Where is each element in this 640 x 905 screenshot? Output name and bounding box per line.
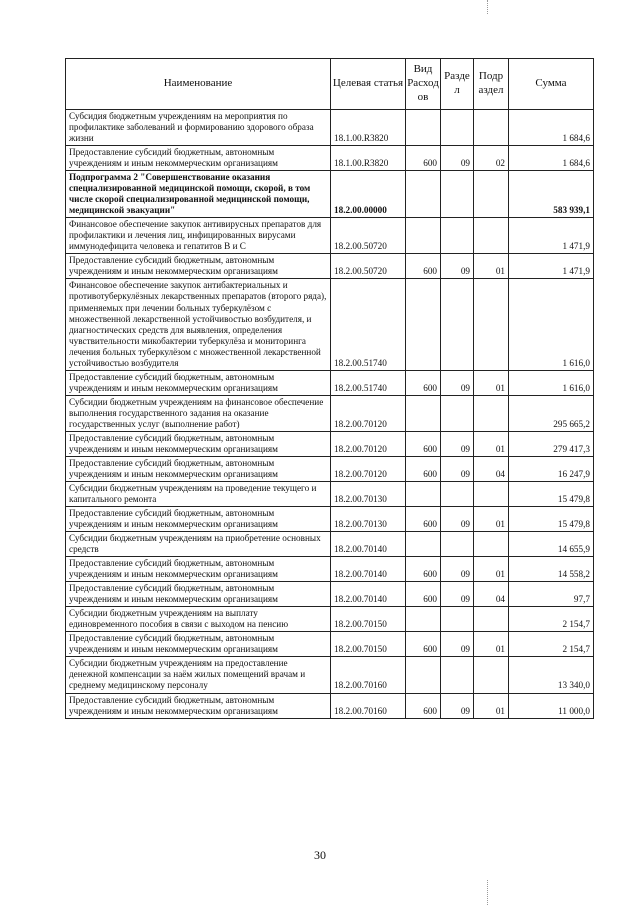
table-row — [66, 431, 594, 456]
header-subsection: Подр аздел — [474, 59, 509, 110]
row-section-cell: 09 — [441, 370, 474, 395]
row-name-cell: Предоставление субсидий бюджетным, автономным учреждениям и иным некоммерческим организациям — [66, 582, 331, 607]
row-expense-type-cell — [406, 279, 441, 370]
row-target-article-cell: 18.2.00.70130 — [331, 507, 406, 532]
row-expense-type-cell: 600 — [406, 456, 441, 481]
row-expense-type-cell: 600 — [406, 370, 441, 395]
row-name-cell: Предоставление субсидий бюджетным, автономным учреждениям и иным некоммерческим организациям — [66, 370, 331, 395]
table-row — [66, 632, 594, 657]
row-name-cell: Субсидии бюджетным учреждениям на проведение текущего и капитального ремонта — [66, 481, 331, 506]
row-section-cell — [441, 110, 474, 146]
row-name-cell: Субсидии бюджетным учреждениям на финансовое обеспечение выполнения государственного задания на оказание государственных услуг (выполнение работ) — [66, 395, 331, 431]
header-target-article: Целевая статья — [331, 59, 406, 110]
row-sum-cell: 1 684,6 — [509, 146, 594, 171]
header-name: Наименование — [66, 59, 331, 110]
table-row — [66, 254, 594, 279]
row-section-cell: 09 — [441, 582, 474, 607]
table-row — [66, 582, 594, 607]
row-expense-type-cell — [406, 607, 441, 632]
table-row — [66, 557, 594, 582]
row-name-cell: Субсидии бюджетным учреждениям на выплату единовременного пособия в связи с выходом на пенсию — [66, 607, 331, 632]
row-section-cell: 09 — [441, 456, 474, 481]
row-target-article-cell: 18.2.00.70120 — [331, 395, 406, 431]
row-section-cell: 09 — [441, 431, 474, 456]
row-section-cell — [441, 481, 474, 506]
row-name-cell: Предоставление субсидий бюджетным, автономным учреждениям и иным некоммерческим организациям — [66, 693, 331, 718]
row-name-cell: Субсидии бюджетным учреждениям на приобретение основных средств — [66, 532, 331, 557]
table-row — [66, 370, 594, 395]
row-sum-cell: 2 154,7 — [509, 607, 594, 632]
row-subsection-cell: 01 — [474, 254, 509, 279]
table-row — [66, 171, 594, 218]
row-subsection-cell — [474, 395, 509, 431]
row-expense-type-cell — [406, 218, 441, 254]
row-expense-type-cell — [406, 395, 441, 431]
row-name-cell: Субсидии бюджетным учреждениям на предоставление денежной компенсации за наём жилых помещений врачам и среднему медицинскому персоналу — [66, 657, 331, 693]
header-section: Разде л — [441, 59, 474, 110]
table-row — [66, 507, 594, 532]
row-name-cell: Финансовое обеспечение закупок антивирусных препаратов для профилактики и лечения лиц, инфицированных вирусами иммунодефицита человека и гепатитов В и С — [66, 218, 331, 254]
table-row — [66, 146, 594, 171]
row-name-cell: Предоставление субсидий бюджетным, автономным учреждениям и иным некоммерческим организациям — [66, 254, 331, 279]
row-target-article-cell: 18.2.00.70140 — [331, 557, 406, 582]
row-subsection-cell — [474, 279, 509, 370]
row-section-cell: 09 — [441, 254, 474, 279]
row-subsection-cell: 01 — [474, 431, 509, 456]
row-sum-cell: 11 000,0 — [509, 693, 594, 718]
header-sum: Сумма — [509, 59, 594, 110]
row-target-article-cell: 18.2.00.00000 — [331, 171, 406, 218]
row-target-article-cell: 18.2.00.70150 — [331, 607, 406, 632]
row-section-cell — [441, 607, 474, 632]
row-section-cell — [441, 218, 474, 254]
row-expense-type-cell: 600 — [406, 632, 441, 657]
row-expense-type-cell — [406, 532, 441, 557]
row-sum-cell: 1 471,9 — [509, 218, 594, 254]
row-name-cell: Предоставление субсидий бюджетным, автономным учреждениям и иным некоммерческим организациям — [66, 557, 331, 582]
row-target-article-cell: 18.2.00.70120 — [331, 431, 406, 456]
row-sum-cell: 15 479,8 — [509, 507, 594, 532]
row-section-cell — [441, 532, 474, 557]
row-section-cell: 09 — [441, 693, 474, 718]
row-target-article-cell: 18.2.00.70150 — [331, 632, 406, 657]
row-expense-type-cell: 600 — [406, 582, 441, 607]
table-row — [66, 481, 594, 506]
row-name-cell: Субсидия бюджетным учреждениям на мероприятия по профилактике заболеваний и формированию здорового образа жизни — [66, 110, 331, 146]
row-section-cell: 09 — [441, 632, 474, 657]
table-row — [66, 395, 594, 431]
row-expense-type-cell — [406, 481, 441, 506]
row-name-cell: Подпрограмма 2 "Совершенствование оказания специализированной медицинской помощи, скорой, в том числе скорой специализированной медицинской помощи, медицинской эвакуации" — [66, 171, 331, 218]
row-sum-cell: 13 340,0 — [509, 657, 594, 693]
row-sum-cell: 2 154,7 — [509, 632, 594, 657]
row-subsection-cell — [474, 607, 509, 632]
row-subsection-cell: 04 — [474, 456, 509, 481]
page-number: 30 — [314, 848, 326, 862]
row-sum-cell: 295 665,2 — [509, 395, 594, 431]
row-sum-cell: 583 939,1 — [509, 171, 594, 218]
row-target-article-cell: 18.2.00.70130 — [331, 481, 406, 506]
row-sum-cell: 279 417,3 — [509, 431, 594, 456]
row-name-cell: Предоставление субсидий бюджетным, автономным учреждениям и иным некоммерческим организациям — [66, 456, 331, 481]
row-subsection-cell: 02 — [474, 146, 509, 171]
row-section-cell — [441, 395, 474, 431]
row-target-article-cell: 18.2.00.70140 — [331, 532, 406, 557]
row-expense-type-cell: 600 — [406, 693, 441, 718]
row-section-cell — [441, 171, 474, 218]
table-header-row — [66, 59, 594, 110]
header-expense-type: Вид Расход ов — [406, 59, 441, 110]
row-section-cell — [441, 657, 474, 693]
row-name-cell: Предоставление субсидий бюджетным, автономным учреждениям и иным некоммерческим организациям — [66, 507, 331, 532]
row-expense-type-cell: 600 — [406, 507, 441, 532]
row-sum-cell: 1 616,0 — [509, 279, 594, 370]
row-name-cell: Предоставление субсидий бюджетным, автономным учреждениям и иным некоммерческим организациям — [66, 431, 331, 456]
row-sum-cell: 1 684,6 — [509, 110, 594, 146]
row-section-cell: 09 — [441, 507, 474, 532]
crop-mark-bottom — [487, 880, 488, 905]
table-body — [66, 110, 594, 719]
row-subsection-cell — [474, 110, 509, 146]
row-sum-cell: 14 655,9 — [509, 532, 594, 557]
row-expense-type-cell: 600 — [406, 431, 441, 456]
row-sum-cell: 1 616,0 — [509, 370, 594, 395]
row-target-article-cell: 18.2.00.50720 — [331, 254, 406, 279]
table-row — [66, 456, 594, 481]
table-row — [66, 607, 594, 632]
row-sum-cell: 1 471,9 — [509, 254, 594, 279]
row-subsection-cell: 01 — [474, 557, 509, 582]
row-expense-type-cell: 600 — [406, 146, 441, 171]
row-expense-type-cell — [406, 657, 441, 693]
row-name-cell: Предоставление субсидий бюджетным, автономным учреждениям и иным некоммерческим организациям — [66, 632, 331, 657]
table-row — [66, 693, 594, 718]
row-expense-type-cell — [406, 110, 441, 146]
row-subsection-cell: 04 — [474, 582, 509, 607]
row-sum-cell: 97,7 — [509, 582, 594, 607]
row-sum-cell: 16 247,9 — [509, 456, 594, 481]
row-section-cell: 09 — [441, 557, 474, 582]
row-expense-type-cell: 600 — [406, 254, 441, 279]
row-section-cell — [441, 279, 474, 370]
row-sum-cell: 14 558,2 — [509, 557, 594, 582]
row-sum-cell: 15 479,8 — [509, 481, 594, 506]
row-subsection-cell — [474, 657, 509, 693]
row-target-article-cell: 18.2.00.51740 — [331, 279, 406, 370]
row-target-article-cell: 18.1.00.R3820 — [331, 146, 406, 171]
row-target-article-cell: 18.1.00.R3820 — [331, 110, 406, 146]
row-target-article-cell: 18.2.00.51740 — [331, 370, 406, 395]
row-subsection-cell: 01 — [474, 507, 509, 532]
row-expense-type-cell — [406, 171, 441, 218]
row-target-article-cell: 18.2.00.70140 — [331, 582, 406, 607]
row-subsection-cell — [474, 532, 509, 557]
table-row — [66, 218, 594, 254]
row-subsection-cell — [474, 218, 509, 254]
table-row — [66, 532, 594, 557]
row-target-article-cell: 18.2.00.50720 — [331, 218, 406, 254]
row-section-cell: 09 — [441, 146, 474, 171]
row-subsection-cell — [474, 171, 509, 218]
row-subsection-cell: 01 — [474, 693, 509, 718]
row-subsection-cell — [474, 481, 509, 506]
table-row — [66, 110, 594, 146]
row-name-cell: Предоставление субсидий бюджетным, автономным учреждениям и иным некоммерческим организациям — [66, 146, 331, 171]
row-subsection-cell: 01 — [474, 632, 509, 657]
row-expense-type-cell: 600 — [406, 557, 441, 582]
row-subsection-cell: 01 — [474, 370, 509, 395]
crop-mark-top — [487, 0, 488, 14]
table-row — [66, 657, 594, 693]
table-row — [66, 279, 594, 370]
row-target-article-cell: 18.2.00.70160 — [331, 657, 406, 693]
row-name-cell: Финансовое обеспечение закупок антибактериальных и противотуберкулёзных лекарственных препаратов (второго ряда), применяемых при лечении больных туберкулёзом с множественной лекарственной устойчивостью возбудителя, и диагностических средств для выявления, определения чувствительности микобактерии туберкулёза и мониторинга лечения больных туберкулёзом с множественной лекарственной устойчивостью возбудителя — [66, 279, 331, 370]
row-target-article-cell: 18.2.00.70120 — [331, 456, 406, 481]
budget-table — [65, 58, 594, 719]
row-target-article-cell: 18.2.00.70160 — [331, 693, 406, 718]
